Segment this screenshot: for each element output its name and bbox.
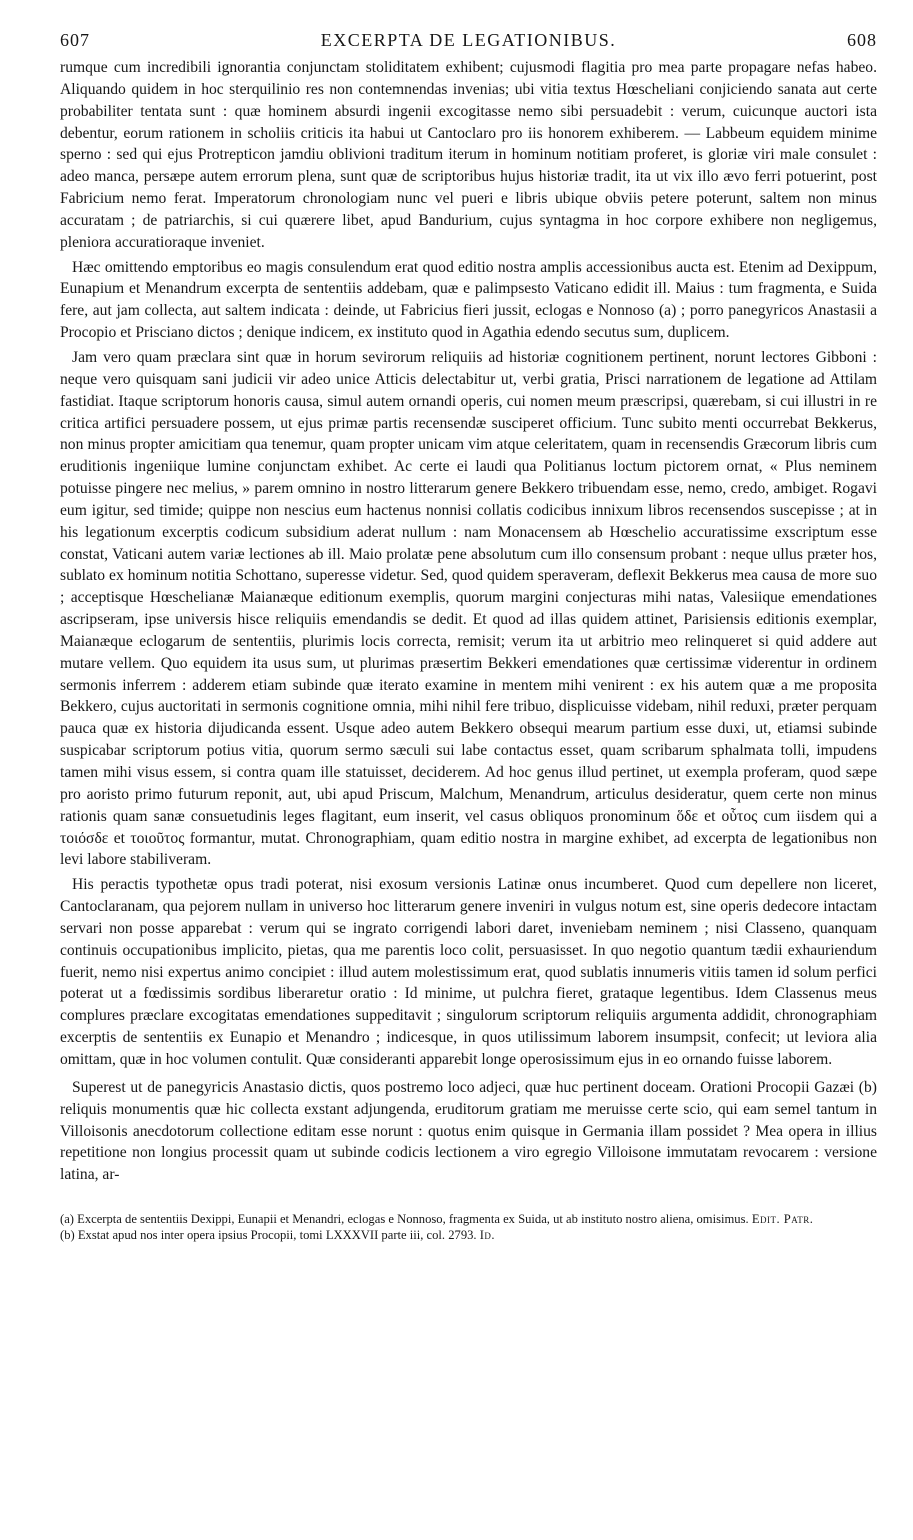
paragraph: Superest ut de panegyricis Anastasio dictis, quos postremo loco adjeci, quæ huc pertinent doceam. Orationi Procopii Gazæi (b) reliquis monumentis quæ hic collecta exstant adjungenda, eruditorum gratiam me meruisse certe scio, qui eam semel tantum in Villoisonis anecdotorum collectione editam esse norunt : quotus enim quisque in Germania illam possidet ? Mea opera in illius repetitione non longius processit quam ut subinde codicis lectionem a viro egregio Villoisone immutatam revocarem : versione latina, ar- [60, 1078, 877, 1184]
footnote-b [60, 1228, 877, 1244]
running-title: EXCERPTA DE LEGATIONIBUS. [320, 30, 617, 50]
paragraph: rumque cum incredibili ignorantia conjunctam stoliditatem exhibent; cujusmodi flagitia pro mea parte propagare nefas habeo. Aliquando quidem in hoc sterquilinio res non contemnendas invenias; ubi vitia textus Hœscheliani conjiciendo sanata aut certe probabiliter tentata sunt : quæ hominem absurdi ingenii excogitasse nemo sibi persuadebit : verum, cuicunque auctori ista debentur, eorum rationem in scholiis criticis ita habui ut Cantoclaro pro iis honorem exhiberem. — Labbeum equidem minime sperno : sed qui ejus Protrepticon jamdiu oblivioni traditum iterum in hominum notitiam proferet, is gloriæ viri male consulet : adeo manca, persæpe autem errorum plena, sunt quæ de scriptoribus hujus historiæ tradit, ita ut vix illo ævo ferri potuerint, post Fabricium nemo ferat. Imperatorum chronologiam nunc vel pueri e libris ubique obviis petere poterunt, saltem non minus accuratam ; de patriarchis, si cui quærere libet, apud Bandurium, cujus syntagma in hoc corpore exhibere non negligemus, pleniora accuratioraque inveniet. [60, 59, 877, 251]
footnote-b-text: (b) Exstat apud nos inter opera ipsius Procopii, tomi LXXXVII parte iii, col. 2793. [60, 1227, 477, 1242]
footnote-a [60, 1212, 877, 1228]
running-header [60, 30, 877, 51]
footnote-b-signature: Id. [479, 1227, 496, 1242]
footnote-a-text: (a) Excerpta de sententiis Dexippi, Eunapii et Menandri, eclogas e Nonnoso, fragmenta ex Suida, ut ab instituto nostro aliena, omisimus. [60, 1212, 749, 1227]
paragraph: His peractis typothetæ opus tradi poterat, nisi exosum versionis Latinæ onus incumberet. Quod cum depellere non liceret, Cantoclaranam, qua pejorem nullam in universo hoc litterarum genere inveniri in vulgus notum est, sine operis dedecore intactam servari non posse apparebat : verum qui se ingrato corrigendi labori daret, inveniebam neminem ; nisi Classeno, quanquam continuis occupationibus implicito, pietas, qua me parentis loco colit, persuasisset. In quo negotio quantum tædii exhauriendum fuerit, nemo nisi expertus animo concipiet : illud autem molestissimum erat, quod sublatis innumeris vitiis tamen id solum perfici poterat ut a fœdissimis sordibus liberaretur oratio : Id minime, ut pulchra fieret, grataque legentibus. Idem Classenus meus complures præclare excogitatas emendationes suppeditavit ; singulorum scriptorum reliquiis argumenta addidit, chronographiam excerptis de sententiis ex Eunapio et Menandro ; indicesque, in quos utilissimum laborem insumpsit, confecit; ut leviora alia omittam, quæ in hoc volumen contulit. Quæ consideranti apparebit longe operosissimum ejus in eo ornando fuisse laborem. [60, 876, 877, 1068]
page-number-left: 607 [60, 30, 90, 50]
main-text [60, 57, 877, 1186]
footnote-a-signature: Edit. Patr. [751, 1212, 814, 1227]
page-number-right: 608 [847, 30, 877, 50]
paragraph: Jam vero quam præclara sint quæ in horum sevirorum reliquiis ad historiæ cognitionem pertinent, norunt lectores Gibboni : neque vero quisquam sani judicii vir adeo unice Atticis delectabitur ut, verbi gratia, Prisci narrationem de legatione ad Attilam fastidiat. Itaque scriptorum honoris causa, simul autem ornandi operis, cui nomen meum præscripsi, quærebam, si cui illustri in re critica artifici persuadere possem, ut ejus primæ partis recensendæ susciperet officium. Tunc subito menti occurrebat Bekkerus, non minus propter amicitiam qua tenemur, quam propter unicam vim atque celeritatem, quam in recensendis Græcorum libris cum eruditionis ingeniique lumine conjunctam exhibet. Ac certe ei laudi qua Politianus loctum pictorem ornat, « Plus neminem potuisse pingere nec melius, » parem omnino in nostro litterarum genere Bekkero tribuendam esse, nemo, credo, ambiget. Rogavi eum igitur, sed timide; quippe non nescius eum hactenus nonnisi collatis codicibus innixum libros recensendos suscepisse ; at in his legationum excerptis codicum subsidium aderat nullum : nam Monacensem ab Hœschelio accuratissime exscriptum esse constat, Vaticani autem variæ lectiones ab ill. Maio prolatæ pene absolutum cum illo consensum probant : neque ullus præter hos, sublato ex hominum notitia Schottano, superesse videtur. Sed, quod quidem speraveram, deflexit Bekkerus mea causa de more suo ; acceptisque Hœschelianæ Maianæque editionum exemplis, quorum margini conjecturas mihi natas, Valesiique emendationes ascripseram, ipse universis hisce reliquiis emendandis se dedit. Et quod ad illas quidem attinet, Parisiensis editionis exemplar, Maianæque eclogarum de sententiis, plurimis locis correcta, remisit; verum ita ut arbitrio meo relinqueret si quid addere aut mutare vellem. Quo equidem ita usus sum, ut plurimas præsertim Bekkeri emendationes quæ certissimæ viderentur in ordinem sermonis inferrem : adderem etiam subinde quæ iterato examine in mentem mihi venirent : ex his autem quæ a me proposita Bekkero, cujus auctoritati in sermonis cognitione omnia, mihi nihil fere tribuo, displicuisse videbam, nihil reduxi, præter perquam pauca quæ ex historia dijudicanda essent. Usque adeo autem Bekkero obsequi mearum partium esse duxi, ut, etiamsi subinde suspicabar scriptorum potius vitia, quorum sermo sæculi sui labe contactus esset, quam scribarum sphalmata tolli, impudens tamen mihi visus essem, si contra quam ille statuisset, deciderem. Ad hoc genus illud pertinet, ut exempla proferam, quod sæpe pro aoristo primo futurum reponit, aut, ubi apud Priscum, Malchum, Menandrum, articulus desideratur, quem certe non minus rationis quam sanæ consuetudinis leges flagitant, eum inserit, vel casus obliquos pronominum ὅδε et οὗτος cum iisdem qui a τοιόσδε et τοιοῦτος formantur, mutat. Chronographiam, quam editio nostra in margine exhibet, ad excerpta de legationibus non levi labore stabiliveram. [60, 348, 877, 869]
footnotes [60, 1212, 877, 1244]
paragraph: Hæc omittendo emptoribus eo magis consulendum erat quod editio nostra amplis accessionibus aucta est. Etenim ad Dexippum, Eunapium et Menandrum excerpta de sententiis addebam, quæ e palimpsesto Vaticano edidit ill. Maius : tum fragmenta, e Suida fere, aut jam collecta, aut saltem indicata : deinde, ut Fabricius fieri jussit, eclogas e Nonnoso (a) ; porro panegyricos Anastasii a Procopio et Prisciano dictos ; denique indicem, ex instituto quod in Agathia edendo secutus sum, duplicem. [60, 258, 877, 342]
